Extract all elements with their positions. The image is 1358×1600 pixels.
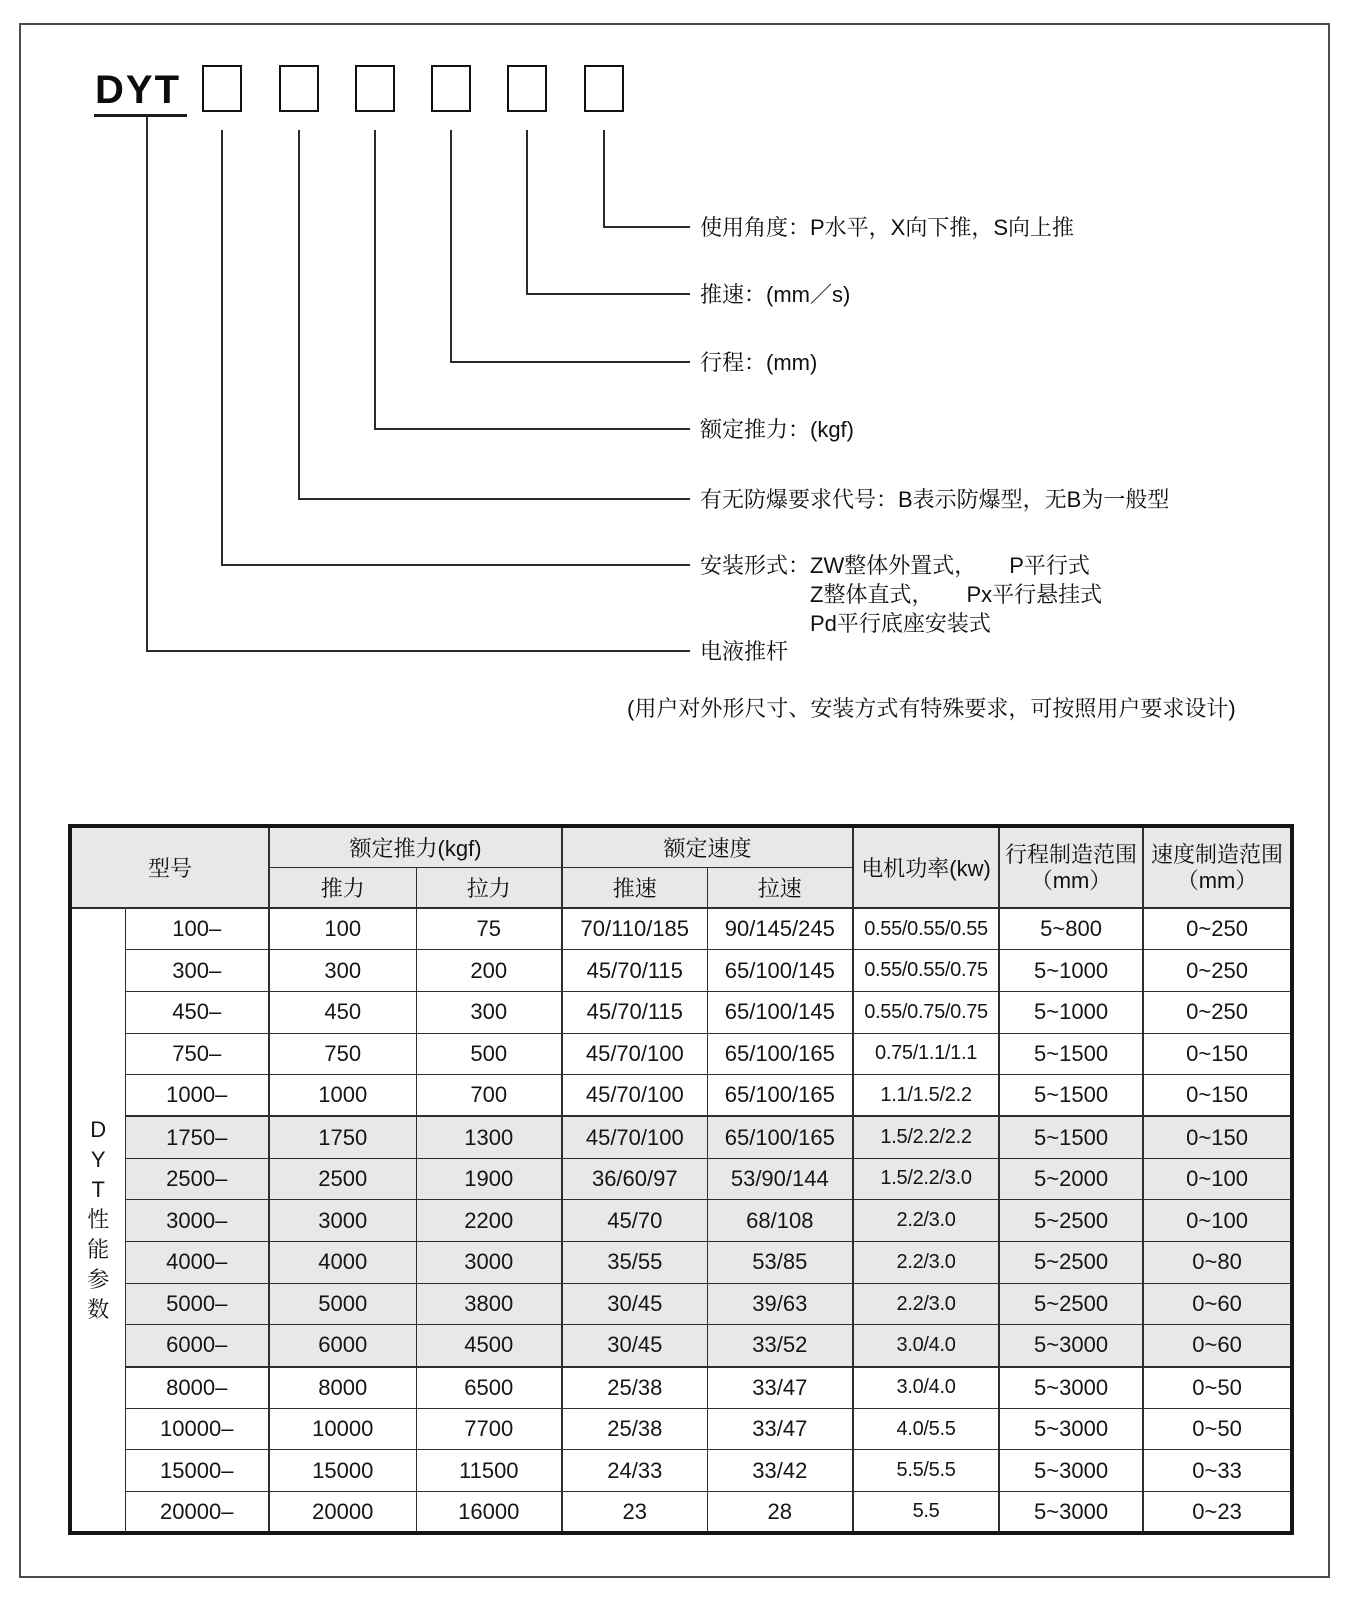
cell-push: 6000	[269, 1325, 416, 1367]
cell-push: 15000	[269, 1450, 416, 1492]
cell-push: 4000	[269, 1242, 416, 1284]
table-row	[70, 908, 1292, 950]
callout-line-v-explosion	[298, 130, 300, 500]
cell-pull-speed: 39/63	[707, 1283, 853, 1325]
cell-pull-speed: 65/100/145	[707, 991, 853, 1033]
cell-pull-speed: 65/100/165	[707, 1116, 853, 1158]
cell-model: 15000–	[125, 1450, 269, 1492]
callout-usage-angle: 使用角度：P水平，X向下推，S向上推	[700, 215, 1075, 240]
col-header-rated-force-group: 额定推力(kgf)	[269, 826, 562, 867]
cell-pull-speed: 53/90/144	[707, 1158, 853, 1200]
cell-model: 6000–	[125, 1325, 269, 1367]
cell-speed: 0~33	[1143, 1450, 1292, 1492]
header-row-groups	[70, 826, 1292, 867]
table-row	[70, 1283, 1292, 1325]
cell-stroke: 5~1000	[999, 991, 1143, 1033]
cell-push: 3000	[269, 1200, 416, 1242]
cell-power: 2.2/3.0	[853, 1200, 999, 1242]
cell-pull-speed: 33/47	[707, 1408, 853, 1450]
callout-line-v-push-speed	[526, 130, 528, 295]
cell-pull-speed: 33/47	[707, 1367, 853, 1409]
cell-model: 5000–	[125, 1283, 269, 1325]
cell-pull: 6500	[416, 1367, 562, 1409]
cell-pull: 75	[416, 908, 562, 950]
cell-push-speed: 35/55	[562, 1242, 707, 1284]
cell-pull: 7700	[416, 1408, 562, 1450]
cell-push: 2500	[269, 1158, 416, 1200]
cell-speed: 0~60	[1143, 1325, 1292, 1367]
cell-push-speed: 24/33	[562, 1450, 707, 1492]
callout-push-speed: 推速：(mm／s)	[700, 282, 851, 307]
mounting-line-3: Pd平行底座安装式	[810, 611, 991, 636]
cell-pull: 1300	[416, 1116, 562, 1158]
col-header-stroke-range	[999, 826, 1143, 908]
performance-table	[68, 824, 1294, 1535]
cell-model: 450–	[125, 991, 269, 1033]
cell-push-speed: 25/38	[562, 1367, 707, 1409]
cell-push: 8000	[269, 1367, 416, 1409]
cell-speed: 0~150	[1143, 1075, 1292, 1117]
cell-push: 300	[269, 950, 416, 992]
mounting-line-1: 安装形式：ZW整体外置式， P平行式	[700, 553, 1090, 578]
cell-push-speed: 30/45	[562, 1283, 707, 1325]
table-row	[70, 1075, 1292, 1117]
cell-push: 1750	[269, 1116, 416, 1158]
callout-product-name: 电液推杆	[700, 639, 789, 664]
cell-power: 5.5/5.5	[853, 1450, 999, 1492]
cell-model: 4000–	[125, 1242, 269, 1284]
cell-push-speed: 25/38	[562, 1408, 707, 1450]
cell-model: 20000–	[125, 1492, 269, 1534]
cell-pull: 11500	[416, 1450, 562, 1492]
cell-pull: 200	[416, 950, 562, 992]
mounting-line-2: Z整体直式， Px平行悬挂式	[810, 582, 1103, 607]
callout-line-v-stroke	[450, 130, 452, 363]
cell-model: 750–	[125, 1033, 269, 1075]
cell-stroke: 5~2000	[999, 1158, 1143, 1200]
cell-push: 450	[269, 991, 416, 1033]
cell-push-speed: 23	[562, 1492, 707, 1534]
cell-power: 1.1/1.5/2.2	[853, 1075, 999, 1117]
col-header-speed-range	[1143, 826, 1292, 908]
cell-push-speed: 45/70/115	[562, 950, 707, 992]
side-label-char: 参	[87, 1267, 110, 1293]
table-row	[70, 1367, 1292, 1409]
cell-power: 1.5/2.2/2.2	[853, 1116, 999, 1158]
table-row	[70, 1158, 1292, 1200]
cell-pull: 4500	[416, 1325, 562, 1367]
col-header-motor-power: 电机功率(kw)	[853, 826, 999, 908]
side-label-char: Y	[90, 1147, 106, 1173]
model-code-box-5	[507, 65, 547, 112]
col-header-pull-speed: 拉速	[707, 867, 853, 908]
cell-speed: 0~23	[1143, 1492, 1292, 1534]
side-label-char: D	[90, 1117, 107, 1143]
cell-push-speed: 45/70/100	[562, 1075, 707, 1117]
cell-speed: 0~250	[1143, 908, 1292, 950]
side-label-char: 能	[87, 1237, 110, 1263]
cell-model: 100–	[125, 908, 269, 950]
cell-stroke: 5~1500	[999, 1075, 1143, 1117]
model-code-box-4	[431, 65, 471, 112]
cell-push-speed: 45/70/100	[562, 1033, 707, 1075]
callout-stroke: 行程：(mm)	[700, 350, 818, 375]
cell-model: 3000–	[125, 1200, 269, 1242]
col-header-push-speed: 推速	[562, 867, 707, 908]
cell-stroke: 5~3000	[999, 1367, 1143, 1409]
cell-pull-speed: 28	[707, 1492, 853, 1534]
cell-power: 0.75/1.1/1.1	[853, 1033, 999, 1075]
cell-speed: 0~150	[1143, 1116, 1292, 1158]
custom-design-note: (用户对外形尺寸、安装方式有特殊要求，可按照用户要求设计)	[627, 696, 1236, 721]
cell-stroke: 5~2500	[999, 1283, 1143, 1325]
cell-power: 3.0/4.0	[853, 1367, 999, 1409]
cell-push: 10000	[269, 1408, 416, 1450]
side-label-char: 性	[87, 1207, 110, 1233]
cell-stroke: 5~1500	[999, 1033, 1143, 1075]
cell-model: 1750–	[125, 1116, 269, 1158]
cell-pull-speed: 65/100/165	[707, 1033, 853, 1075]
cell-pull-speed: 53/85	[707, 1242, 853, 1284]
callout-line-v-rated-force	[374, 130, 376, 430]
speed-range-unit: （mm）	[1176, 867, 1258, 893]
table-row	[70, 1242, 1292, 1284]
callout-line-h-push-speed	[526, 293, 690, 295]
table-row	[70, 1408, 1292, 1450]
cell-pull: 300	[416, 991, 562, 1033]
side-label-char: 数	[87, 1297, 110, 1323]
cell-pull-speed: 65/100/165	[707, 1075, 853, 1117]
cell-push: 1000	[269, 1075, 416, 1117]
cell-stroke: 5~1500	[999, 1116, 1143, 1158]
cell-stroke: 5~3000	[999, 1450, 1143, 1492]
callout-line-v-angle	[603, 130, 605, 228]
cell-pull-speed: 33/42	[707, 1450, 853, 1492]
model-prefix: DYT	[95, 68, 181, 112]
col-header-pull-force: 拉力	[416, 867, 562, 908]
cell-speed: 0~50	[1143, 1367, 1292, 1409]
table-row	[70, 1450, 1292, 1492]
cell-push: 20000	[269, 1492, 416, 1534]
model-code-box-3	[355, 65, 395, 112]
callout-rated-force: 额定推力：(kgf)	[700, 417, 855, 442]
cell-power: 0.55/0.55/0.55	[853, 908, 999, 950]
cell-speed: 0~150	[1143, 1033, 1292, 1075]
cell-pull-speed: 65/100/145	[707, 950, 853, 992]
cell-stroke: 5~3000	[999, 1325, 1143, 1367]
cell-power: 1.5/2.2/3.0	[853, 1158, 999, 1200]
cell-stroke: 5~1000	[999, 950, 1143, 992]
table-row	[70, 1325, 1292, 1367]
cell-pull: 2200	[416, 1200, 562, 1242]
cell-speed: 0~60	[1143, 1283, 1292, 1325]
cell-stroke: 5~800	[999, 908, 1143, 950]
cell-pull-speed: 68/108	[707, 1200, 853, 1242]
cell-pull: 700	[416, 1075, 562, 1117]
cell-push: 750	[269, 1033, 416, 1075]
cell-push-speed: 45/70/115	[562, 991, 707, 1033]
cell-pull: 1900	[416, 1158, 562, 1200]
cell-pull: 500	[416, 1033, 562, 1075]
table-row	[70, 1033, 1292, 1075]
cell-push: 100	[269, 908, 416, 950]
table-row	[70, 1492, 1292, 1534]
callout-line-h-explosion	[298, 498, 690, 500]
cell-speed: 0~100	[1143, 1200, 1292, 1242]
cell-power: 2.2/3.0	[853, 1242, 999, 1284]
cell-speed: 0~80	[1143, 1242, 1292, 1284]
model-code-box-2	[279, 65, 319, 112]
cell-stroke: 5~2500	[999, 1200, 1143, 1242]
callout-explosion-proof: 有无防爆要求代号：B表示防爆型，无B为一般型	[700, 487, 1170, 512]
cell-power: 2.2/3.0	[853, 1283, 999, 1325]
cell-pull-speed: 33/52	[707, 1325, 853, 1367]
cell-push-speed: 70/110/185	[562, 908, 707, 950]
model-prefix-underline	[94, 114, 187, 117]
table-row	[70, 1200, 1292, 1242]
table-row	[70, 950, 1292, 992]
table-row	[70, 991, 1292, 1033]
table-row	[70, 1116, 1292, 1158]
callout-line-v-product	[146, 117, 148, 652]
callout-line-h-product	[146, 650, 690, 652]
cell-push-speed: 45/70	[562, 1200, 707, 1242]
cell-pull: 3800	[416, 1283, 562, 1325]
col-header-model: 型号	[70, 826, 269, 908]
cell-pull: 16000	[416, 1492, 562, 1534]
cell-stroke: 5~2500	[999, 1242, 1143, 1284]
callout-line-h-stroke	[450, 361, 690, 363]
stroke-range-unit: （mm）	[1030, 867, 1112, 893]
callout-line-h-mounting	[221, 564, 690, 566]
cell-push: 5000	[269, 1283, 416, 1325]
cell-speed: 0~250	[1143, 950, 1292, 992]
callout-line-h-rated-force	[374, 428, 690, 430]
cell-power: 3.0/4.0	[853, 1325, 999, 1367]
cell-push-speed: 36/60/97	[562, 1158, 707, 1200]
cell-model: 8000–	[125, 1367, 269, 1409]
cell-push-speed: 30/45	[562, 1325, 707, 1367]
cell-speed: 0~50	[1143, 1408, 1292, 1450]
col-header-push-force: 推力	[269, 867, 416, 908]
cell-power: 5.5	[853, 1492, 999, 1534]
callout-line-v-mounting	[221, 130, 223, 566]
cell-power: 0.55/0.55/0.75	[853, 950, 999, 992]
cell-push-speed: 45/70/100	[562, 1116, 707, 1158]
model-code-box-1	[202, 65, 242, 112]
cell-model: 10000–	[125, 1408, 269, 1450]
cell-pull: 3000	[416, 1242, 562, 1284]
cell-pull-speed: 90/145/245	[707, 908, 853, 950]
cell-model: 1000–	[125, 1075, 269, 1117]
cell-model: 300–	[125, 950, 269, 992]
cell-speed: 0~100	[1143, 1158, 1292, 1200]
model-code-box-6	[584, 65, 624, 112]
cell-power: 4.0/5.5	[853, 1408, 999, 1450]
table-side-label	[70, 908, 125, 1533]
stroke-range-title: 行程制造范围	[1005, 841, 1138, 867]
cell-stroke: 5~3000	[999, 1408, 1143, 1450]
cell-model: 2500–	[125, 1158, 269, 1200]
cell-power: 0.55/0.75/0.75	[853, 991, 999, 1033]
cell-speed: 0~250	[1143, 991, 1292, 1033]
side-label-char: T	[91, 1177, 105, 1203]
speed-range-title: 速度制造范围	[1151, 841, 1284, 867]
callout-line-h-angle	[603, 226, 690, 228]
callout-mounting-type	[700, 551, 1102, 638]
col-header-rated-speed-group: 额定速度	[562, 826, 853, 867]
cell-stroke: 5~3000	[999, 1492, 1143, 1534]
